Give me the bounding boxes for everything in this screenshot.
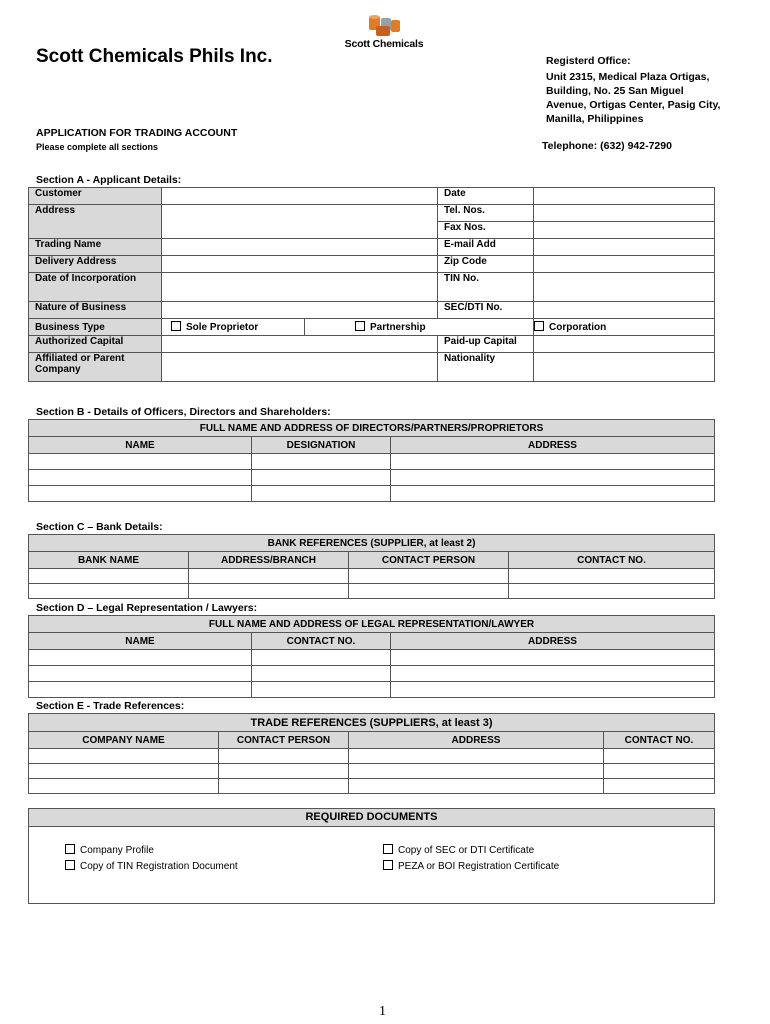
checkbox-icon[interactable]: [383, 860, 393, 870]
required-item-label: Copy of TIN Registration Document: [80, 861, 238, 872]
corporation-label: Corporation: [549, 322, 607, 333]
table-row: [29, 454, 715, 470]
partnership-option[interactable]: [305, 319, 534, 336]
table-cell[interactable]: [29, 764, 219, 779]
column-header: CONTACT PERSON: [219, 732, 349, 749]
form-title: APPLICATION FOR TRADING ACCOUNT: [36, 127, 238, 139]
nationality-label: Nationality: [438, 353, 534, 382]
table-cell[interactable]: [189, 584, 349, 599]
sole-proprietor-option[interactable]: [162, 319, 305, 336]
section-a-title: Section A - Applicant Details:: [36, 174, 182, 186]
table-cell[interactable]: [252, 682, 391, 698]
column-header: ADDRESS/BRANCH: [189, 552, 349, 569]
telephone: Telephone: (632) 942-7290: [542, 140, 672, 152]
trade-references-table: [28, 713, 715, 794]
trade-header: TRADE REFERENCES (SUPPLIERS, at least 3): [29, 714, 715, 732]
business-type-label: Business Type: [29, 319, 162, 336]
nature-business-label: Nature of Business: [29, 302, 162, 319]
office-line: Unit 2315, Medical Plaza Ortigas,: [546, 71, 710, 83]
table-cell[interactable]: [29, 666, 252, 682]
column-header: DESIGNATION: [252, 437, 391, 454]
address-field[interactable]: [162, 205, 438, 239]
required-item[interactable]: [383, 860, 559, 872]
company-name: Scott Chemicals Phils Inc.: [36, 46, 273, 67]
table-cell[interactable]: [252, 650, 391, 666]
table-cell[interactable]: [604, 764, 715, 779]
officers-table: [28, 419, 715, 502]
corporation-option[interactable]: [534, 319, 715, 336]
column-header: CONTACT NO.: [252, 633, 391, 650]
required-item[interactable]: [383, 844, 534, 856]
office-label: Registerd Office:: [546, 55, 631, 67]
email-field[interactable]: [534, 239, 715, 256]
delivery-address-label: Delivery Address: [29, 256, 162, 273]
column-header: NAME: [29, 633, 252, 650]
checkbox-icon[interactable]: [355, 321, 365, 331]
table-cell[interactable]: [219, 779, 349, 794]
table-cell[interactable]: [29, 749, 219, 764]
zip-field[interactable]: [534, 256, 715, 273]
address-label: Address: [29, 205, 162, 239]
required-item[interactable]: [65, 844, 154, 856]
column-header: ADDRESS: [391, 437, 715, 454]
required-item[interactable]: [65, 860, 238, 872]
table-cell[interactable]: [349, 764, 604, 779]
office-line: Building, No. 25 San Miguel: [546, 85, 684, 97]
checkbox-icon[interactable]: [65, 844, 75, 854]
checkbox-icon[interactable]: [65, 860, 75, 870]
table-cell[interactable]: [29, 569, 189, 584]
tin-field[interactable]: [534, 273, 715, 302]
table-cell[interactable]: [219, 764, 349, 779]
table-cell[interactable]: [252, 470, 391, 486]
table-row: [29, 650, 715, 666]
table-cell[interactable]: [29, 779, 219, 794]
column-header: CONTACT NO.: [509, 552, 715, 569]
authorized-capital-field[interactable]: [162, 336, 438, 353]
table-cell[interactable]: [349, 749, 604, 764]
customer-field[interactable]: [162, 188, 438, 205]
table-cell[interactable]: [189, 569, 349, 584]
trading-name-label: Trading Name: [29, 239, 162, 256]
bank-table: [28, 534, 715, 599]
bank-header: BANK REFERENCES (SUPPLIER, at least 2): [29, 535, 715, 552]
table-cell[interactable]: [509, 584, 715, 599]
section-d-title: Section D – Legal Representation / Lawyers:: [36, 602, 258, 614]
table-cell[interactable]: [252, 454, 391, 470]
section-b-title: Section B - Details of Officers, Directors and Shareholders:: [36, 406, 331, 418]
applicant-details-table: [28, 187, 715, 382]
required-documents-box: [28, 808, 715, 904]
table-cell[interactable]: [349, 584, 509, 599]
table-row: [29, 569, 715, 584]
nature-business-field[interactable]: [162, 302, 438, 319]
table-cell[interactable]: [29, 682, 252, 698]
column-header: ADDRESS: [391, 633, 715, 650]
legal-header: FULL NAME AND ADDRESS OF LEGAL REPRESENTATION/LAWYER: [29, 616, 715, 633]
required-item-label: PEZA or BOI Registration Certificate: [398, 861, 560, 872]
column-header: BANK NAME: [29, 552, 189, 569]
section-e-title: Section E - Trade References:: [36, 700, 185, 712]
affiliated-label: Affiliated or Parent Company: [29, 353, 162, 382]
logo-text: Scott Chemicals: [344, 38, 424, 50]
logo-drums-icon: [336, 14, 432, 40]
table-cell[interactable]: [391, 486, 715, 502]
fax-label: Fax Nos.: [438, 222, 534, 239]
table-row: [29, 779, 715, 794]
table-row: [29, 584, 715, 599]
sec-label: SEC/DTI No.: [438, 302, 534, 319]
fax-field[interactable]: [534, 222, 715, 239]
table-cell[interactable]: [349, 779, 604, 794]
table-cell[interactable]: [391, 454, 715, 470]
paidup-label: Paid-up Capital: [438, 336, 534, 353]
table-row: [29, 682, 715, 698]
column-header: NAME: [29, 437, 252, 454]
sec-field[interactable]: [534, 302, 715, 319]
table-row: [29, 749, 715, 764]
officers-header: FULL NAME AND ADDRESS OF DIRECTORS/PARTNERS/PROPRIETORS: [29, 420, 715, 437]
table-cell[interactable]: [509, 569, 715, 584]
delivery-address-field[interactable]: [162, 256, 438, 273]
required-documents-header: REQUIRED DOCUMENTS: [29, 809, 714, 827]
table-cell[interactable]: [29, 454, 252, 470]
required-item-label: Copy of SEC or DTI Certificate: [398, 845, 535, 856]
office-line: Avenue, Ortigas Center, Pasig City,: [546, 99, 721, 111]
tel-label: Tel. Nos.: [438, 205, 534, 222]
table-cell[interactable]: [252, 666, 391, 682]
column-header: COMPANY NAME: [29, 732, 219, 749]
column-header: CONTACT PERSON: [349, 552, 509, 569]
zip-label: Zip Code: [438, 256, 534, 273]
registered-office: [546, 54, 756, 126]
table-row: [29, 486, 715, 502]
date-label: Date: [438, 188, 534, 205]
legal-table: [28, 615, 715, 698]
table-cell[interactable]: [29, 486, 252, 502]
paidup-field[interactable]: [534, 336, 715, 353]
table-cell[interactable]: [391, 682, 715, 698]
table-cell[interactable]: [29, 470, 252, 486]
office-line: Manilla, Philippines: [546, 113, 644, 125]
table-cell[interactable]: [604, 779, 715, 794]
section-c-title: Section C – Bank Details:: [36, 521, 163, 533]
table-cell[interactable]: [29, 584, 189, 599]
tin-label: TIN No.: [438, 273, 534, 302]
table-row: [29, 764, 715, 779]
checkbox-icon[interactable]: [171, 321, 181, 331]
table-cell[interactable]: [604, 749, 715, 764]
form-subtitle: Please complete all sections: [36, 142, 159, 152]
table-row: [29, 470, 715, 486]
table-cell[interactable]: [252, 486, 391, 502]
table-cell[interactable]: [349, 569, 509, 584]
table-cell[interactable]: [391, 666, 715, 682]
email-label: E-mail Add: [438, 239, 534, 256]
authorized-capital-label: Authorized Capital: [29, 336, 162, 353]
sole-label: Sole Proprietor: [186, 322, 259, 333]
tel-field[interactable]: [534, 205, 715, 222]
checkbox-icon[interactable]: [383, 844, 393, 854]
table-cell[interactable]: [29, 650, 252, 666]
table-cell[interactable]: [391, 650, 715, 666]
affiliated-field[interactable]: [162, 353, 438, 382]
checkbox-icon[interactable]: [534, 321, 544, 331]
nationality-field[interactable]: [534, 353, 715, 382]
required-item-label: Company Profile: [80, 845, 154, 856]
date-incorporation-label: Date of Incorporation: [29, 273, 162, 302]
table-row: [29, 666, 715, 682]
trading-name-field[interactable]: [162, 239, 438, 256]
company-logo: [336, 14, 432, 54]
date-field[interactable]: [534, 188, 715, 205]
page-number: 1: [379, 1004, 386, 1019]
date-incorporation-field[interactable]: [162, 273, 438, 302]
column-header: CONTACT NO.: [604, 732, 715, 749]
partnership-label: Partnership: [370, 322, 426, 333]
customer-label: Customer: [29, 188, 162, 205]
table-cell[interactable]: [219, 749, 349, 764]
table-cell[interactable]: [391, 470, 715, 486]
column-header: ADDRESS: [349, 732, 604, 749]
